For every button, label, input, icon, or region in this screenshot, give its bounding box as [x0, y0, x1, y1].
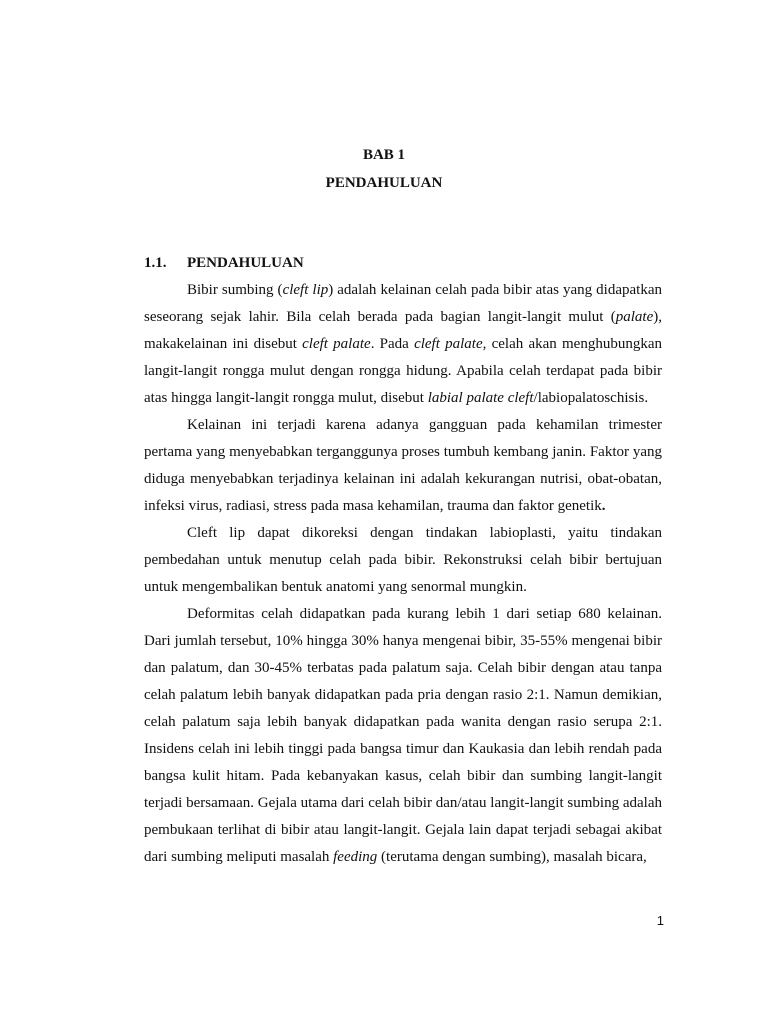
paragraph-text: , celah akan menghubungkan langit-langit rongga mulut dengan rongga hidung. Apabila celah terdapat pada bibir atas hingga langit-langit rongga mulut, disebut [144, 336, 662, 406]
paragraph [144, 412, 662, 520]
section-number: 1.1. [144, 255, 167, 271]
body-text [144, 277, 662, 871]
italic-term: labial palate cleft [427, 390, 534, 406]
paragraph-text: Bibir sumbing ( [187, 282, 283, 298]
italic-term: cleft palate [414, 336, 483, 352]
paragraph-text: ), makakelainan ini disebut [144, 309, 662, 352]
paragraph-text: ) adalah kelainan celah pada bibir atas yang didapatkan seseorang sejak lahir. Bila celah berada pada bagian langit-langit mulut ( [144, 282, 662, 325]
paragraph-text: /labiopalatoschisis. [533, 390, 649, 406]
chapter-number: BAB 1 [362, 147, 406, 163]
italic-term: cleft lip [282, 282, 329, 298]
section-title: PENDAHULUAN [187, 255, 304, 271]
paragraph-text: Deformitas celah didapatkan pada kurang lebih 1 dari setiap 680 kelainan. Dari jumlah tersebut, 10% hingga 30% hanya mengenai bibir, 35-55% mengenai bibir dan palatum, dan 30-45% terbatas pada palatum saja. Celah bibir dengan atau tanpa celah palatum lebih banyak didapatkan pada pria dengan rasio 2:1. Namun demikian, celah palatum saja lebih banyak didapatkan pada wanita dengan rasio serupa 2:1. Insidens celah ini lebih tinggi pada bangsa timur dan Kaukasia dan lebih rendah pada bangsa kulit hitam. Pada kebanyakan kasus, celah bibir dan sumbing langit-langit terjadi bersamaan. Gejala utama dari celah bibir dan/atau langit-langit sumbing adalah pembukaan terlihat di bibir atau langit-langit. Gejala lain dapat terjadi sebagai akibat dari sumbing meliputi masalah [144, 606, 662, 865]
paragraph-text: (terutama dengan sumbing), masalah bicara, [377, 849, 647, 865]
paragraph [144, 277, 662, 412]
paragraph [144, 601, 662, 871]
italic-term: feeding [333, 849, 378, 865]
chapter-title: PENDAHULUAN [325, 175, 443, 191]
bold-text: . [601, 498, 606, 514]
paragraph [144, 520, 662, 601]
section-heading [144, 253, 304, 273]
italic-term: palate [615, 309, 654, 325]
paragraph-text: Kelainan ini terjadi karena adanya gangguan pada kehamilan trimester pertama yang menyebabkan terganggunya proses tumbuh kembang janin. Faktor yang diduga menyebabkan terjadinya kelainan ini adalah kekurangan nutrisi, obat-obatan, infeksi virus, radiasi, stress pada masa kehamilan, trauma dan faktor genetik [144, 417, 662, 514]
page-number: 1 [656, 913, 664, 928]
paragraph-text: . Pada [370, 336, 415, 352]
paragraph-text: Cleft lip dapat dikoreksi dengan tindakan labioplasti, yaitu tindakan pembedahan untuk menutup celah pada bibir. Rekonstruksi celah bibir bertujuan untuk mengembalikan bentuk anatomi yang senormal mungkin. [144, 525, 662, 595]
italic-term: cleft palate [302, 336, 371, 352]
